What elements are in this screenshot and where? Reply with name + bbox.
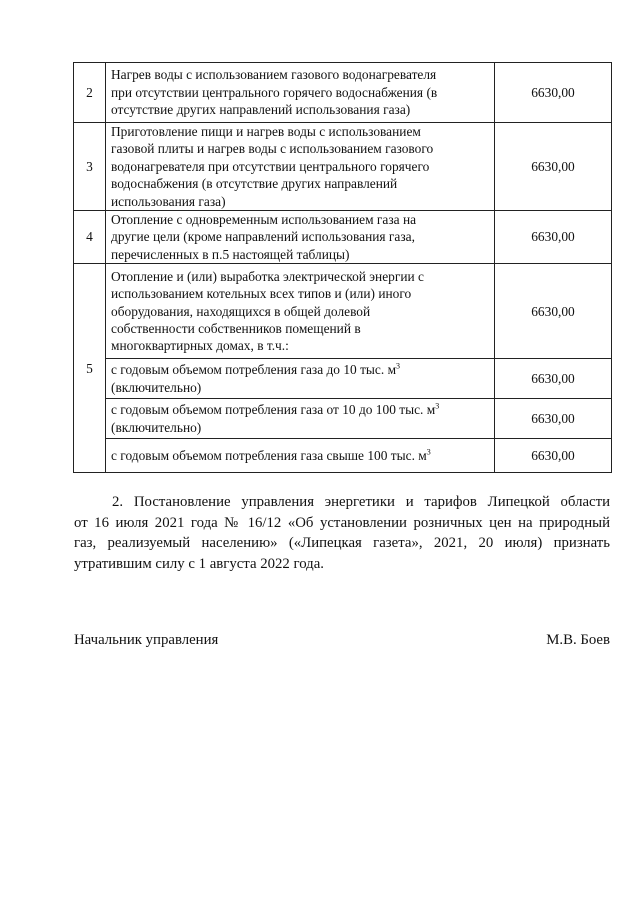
paragraph-line: от 16 июля 2021 года № 16/12 «Об установлении розничных цен на природный (74, 514, 610, 531)
signatory-name: М.В. Боев (546, 632, 610, 648)
description-line: Отопление с одновременным использованием газа на (111, 212, 417, 228)
subrow-description (106, 439, 495, 473)
row-number: 3 (74, 123, 106, 211)
row-number: 4 (74, 211, 106, 264)
paragraph-repeal (74, 492, 610, 574)
row-price: 6630,00 (495, 123, 612, 211)
row-description (106, 123, 495, 211)
paragraph-line: утратившим силу с 1 августа 2022 года. (74, 555, 324, 572)
row-description (106, 63, 495, 123)
description-line: использованием котельных всех типов и (или) иного (111, 286, 412, 302)
description-line: собственности собственников помещений в (111, 320, 361, 336)
description-line: с годовым объемом потребления газа свыше 100 тыс. м (111, 448, 427, 464)
row-price: 6630,00 (495, 264, 612, 359)
row-price: 6630,00 (495, 359, 612, 399)
row-description (106, 264, 495, 359)
description-line: многоквартирных домах, в т.ч.: (111, 338, 289, 354)
subrow-description (106, 399, 495, 439)
row-price: 6630,00 (495, 63, 612, 123)
row-price: 6630,00 (495, 439, 612, 473)
table-row (74, 211, 612, 264)
description-line: Нагрев воды с использованием газового водонагревателя (111, 67, 437, 83)
unit-superscript: 3 (396, 361, 401, 371)
description-line: Отопление и (или) выработка электрической энергии с (111, 268, 424, 284)
description-line: водоснабжения (в отсутствие других направлений (111, 176, 398, 192)
row-number: 2 (74, 63, 106, 123)
description-line: Приготовление пищи и нагрев воды с использованием (111, 124, 421, 139)
table-subrow (74, 359, 612, 399)
table-subrow (74, 399, 612, 439)
unit-superscript: 3 (435, 401, 440, 411)
row-number: 5 (74, 264, 106, 473)
description-line: газовой плиты и нагрев воды с использованием газового (111, 141, 434, 157)
description-line: при отсутствии центрального горячего водоснабжения (в (111, 84, 438, 100)
description-line: перечисленных в п.5 настоящей таблицы) (111, 246, 350, 262)
description-line: с годовым объемом потребления газа до 10 тыс. м (111, 362, 397, 378)
row-description (106, 211, 495, 264)
description-line: отсутствие других направлений использования газа) (111, 102, 411, 118)
table-row (74, 63, 612, 123)
table-row (74, 264, 612, 359)
description-line: (включительно) (111, 379, 202, 395)
description-line: использования газа) (111, 193, 226, 209)
paragraph-line: газ, реализуемый населению» («Липецкая газета», 2021, 20 июля) признать (74, 535, 610, 551)
paragraph-line: 2. Постановление управления энергетики и тарифов Липецкой области (112, 494, 610, 510)
description-line: другие цели (кроме направлений использования газа, (111, 229, 415, 245)
signatory-position: Начальник управления (74, 632, 219, 648)
tariff-table (73, 62, 612, 473)
row-price: 6630,00 (495, 211, 612, 264)
subrow-description (106, 359, 495, 399)
table-subrow (74, 439, 612, 473)
description-line: водонагревателя при отсутствии центрального горячего (111, 158, 430, 174)
description-line: оборудования, находящихся в общей долевой (111, 303, 371, 319)
table-row (74, 123, 612, 211)
unit-superscript: 3 (426, 447, 431, 457)
row-price: 6630,00 (495, 399, 612, 439)
description-line: с годовым объемом потребления газа от 10 до 100 тыс. м (111, 402, 436, 418)
description-line: (включительно) (111, 419, 202, 435)
